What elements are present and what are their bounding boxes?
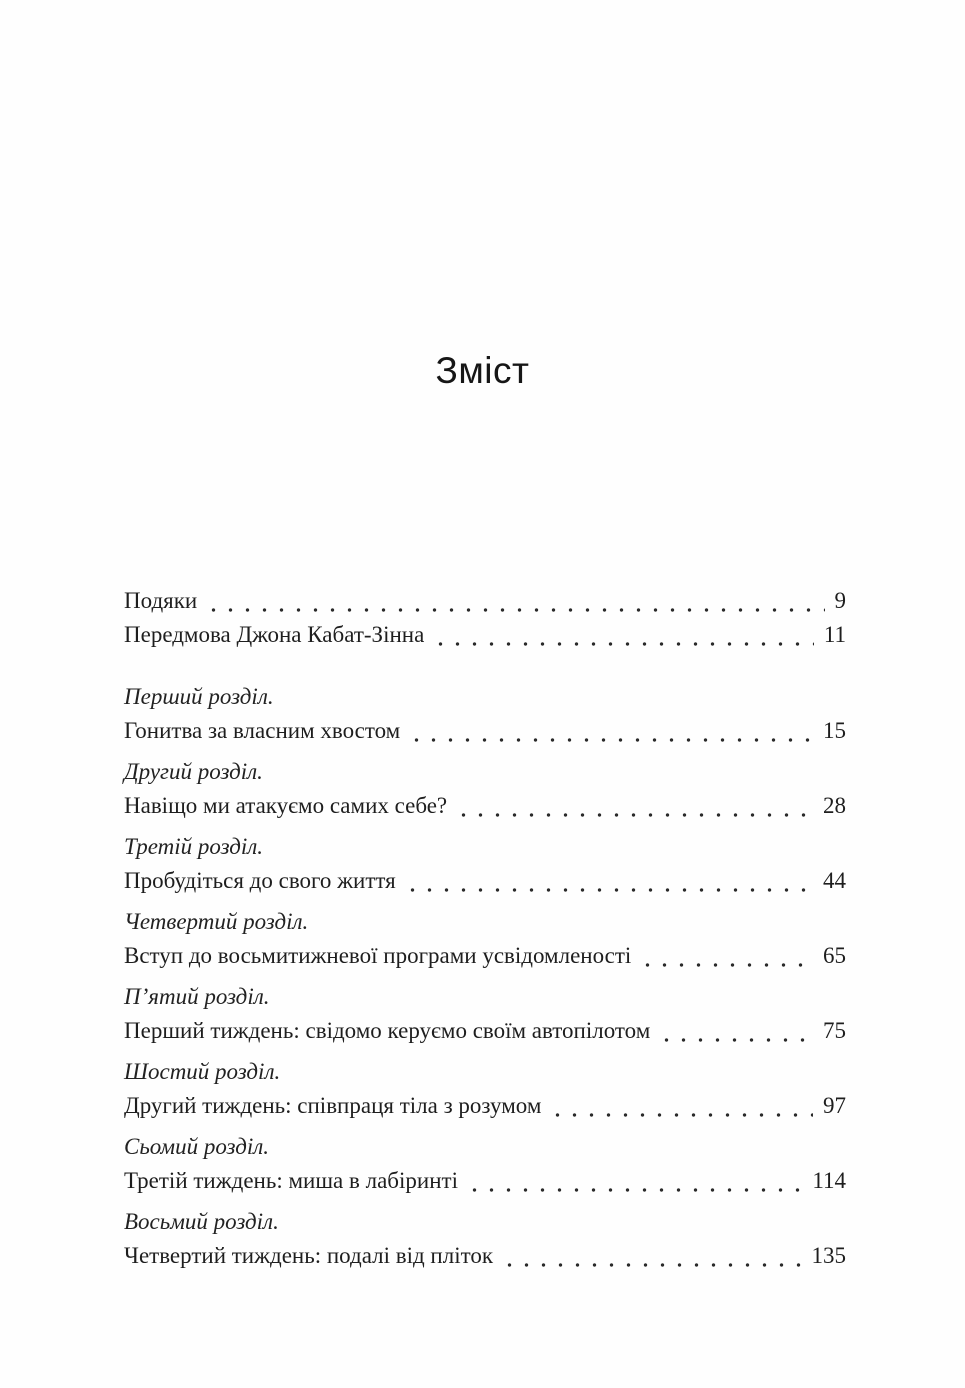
toc-entry [124,680,846,748]
entry-line [124,864,846,898]
chapter-label: Третій розділ. [124,834,264,859]
entry-title: Передмова Джона Кабат-Зінна [124,622,425,647]
chapter-label: Перший розділ. [124,684,274,709]
entry-line [124,714,846,748]
toc-entry [124,980,846,1048]
chapter-label: Шостий розділ. [124,1059,281,1084]
dot-leader [432,618,814,652]
entry-line [124,1239,846,1273]
toc-entry [124,905,846,973]
dot-leader [205,584,824,618]
dot-leader [658,1014,813,1048]
page-number: 11 [823,622,846,647]
page-number: 15 [823,718,846,743]
dot-leader [639,939,813,973]
toc-entry [124,1055,846,1123]
entry-title: Вступ до восьмитижневої програми усвідомленості [124,943,632,968]
dot-leader [549,1089,813,1123]
dot-leader [404,864,813,898]
page-title: Зміст [435,350,530,391]
chapter-label: П’ятий розділ. [124,984,270,1009]
chapter-label: Сьомий розділ. [124,1134,270,1159]
page-number: 135 [811,1243,846,1268]
entry-line [124,789,846,823]
dot-leader [408,714,813,748]
dot-leader [501,1239,801,1273]
toc-entry [124,618,846,652]
chapter-label: Восьмий розділ. [124,1209,279,1234]
dot-leader [455,789,813,823]
entry-line [124,939,846,973]
table-of-contents [124,584,846,1280]
entry-title: Подяки [124,588,198,613]
toc-entry [124,1205,846,1273]
entry-line [124,584,846,618]
page-number: 75 [823,1018,846,1043]
toc-entry [124,830,846,898]
entry-title: Перший тиждень: свідомо керуємо своїм автопілотом [124,1018,651,1043]
toc-entry [124,755,846,823]
chapter-label: Другий розділ. [124,759,263,784]
toc-entry [124,584,846,618]
page-number: 28 [823,793,846,818]
entry-line [124,1164,846,1198]
entry-title: Гонитва за власним хвостом [124,718,401,743]
page-number: 9 [834,588,846,613]
entry-title: Четвертий тиждень: подалі від пліток [124,1243,494,1268]
entry-title: Другий тиждень: співпраця тіла з розумом [124,1093,542,1118]
page-number: 114 [812,1168,846,1193]
entry-line [124,1014,846,1048]
toc-entry [124,1130,846,1198]
page-number: 44 [823,868,846,893]
entry-title: Навіщо ми атакуємо самих себе? [124,793,448,818]
page-number: 97 [823,1093,846,1118]
page-number: 65 [823,943,846,968]
dot-leader [466,1164,802,1198]
entry-line [124,618,846,652]
entry-title: Третій тиждень: миша в лабіринті [124,1168,458,1193]
entry-title: Пробудіться до свого життя [124,868,396,893]
entry-line [124,1089,846,1123]
chapter-label: Четвертий розділ. [124,909,309,934]
